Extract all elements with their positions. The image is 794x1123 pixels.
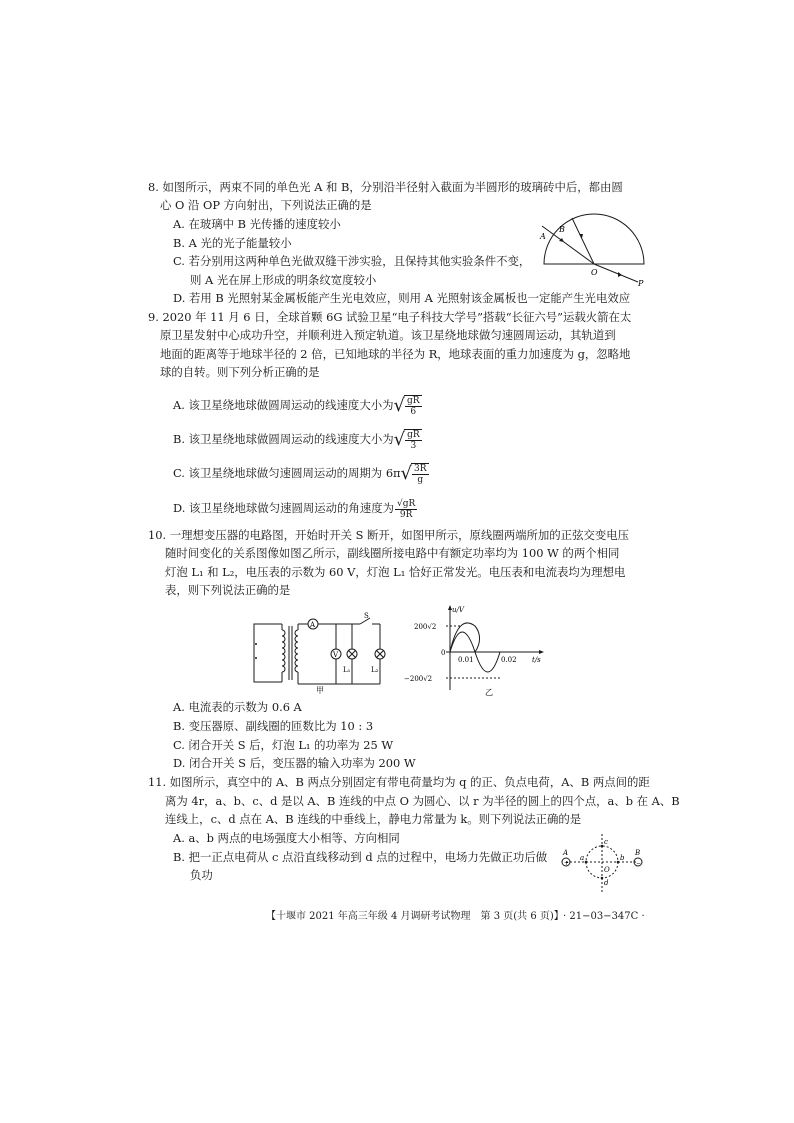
q8-label-a: A: [540, 232, 546, 241]
q10-circuit-figure: [248, 610, 390, 694]
q10-graph-ymin-label: −200√2: [404, 675, 433, 683]
q11-charges-figure: [556, 832, 650, 894]
q9-a-den: 6: [410, 407, 417, 417]
q8-label-o: O: [591, 268, 598, 277]
q9-stem-line4: 球的自转。则下列分析正确的是: [160, 365, 320, 379]
q9-stem-line1: 9. 2020 年 11 月 6 日，全球首颗 6G 试验卫星“电子科技大学号”搭载“长征六号”运载火箭在太: [148, 310, 632, 324]
q10-graph-ymax-label: 200√2: [414, 623, 437, 631]
q10-graph-tick-2: 0.02: [501, 656, 517, 664]
q10-graph-y-axis-label: u/V: [452, 606, 464, 614]
q10-option-c: C. 闭合开关 S 后，灯泡 L₁ 的功率为 25 W: [173, 738, 394, 752]
q9-b-num: gR: [407, 430, 420, 440]
q10-graph-tick-1: 0.01: [458, 656, 474, 664]
q9-option-c-text: C. 该卫星绕地球做匀速圆周运动的周期为 6π: [173, 466, 401, 480]
q9-b-den: 3: [410, 441, 417, 451]
q11-stem-line1: 11. 如图所示，真空中的 A、B 两点分别固定有带电荷量均为 q 的正、负点电荷，A、B 两点间的距: [148, 775, 650, 789]
q11-label-charge-b: B: [635, 849, 641, 857]
q10-lamp1-label: L₁: [343, 666, 351, 674]
q8-option-c-line1: C. 若分别用这两种单色光做双缝干涉实验，且保持其他实验条件不变，: [173, 254, 531, 268]
q11-label-a: a: [580, 854, 585, 862]
page-footer-right: · 21−03−347C ·: [563, 911, 645, 922]
q9-option-b: [173, 427, 422, 451]
q10-circuit-caption: 甲: [316, 686, 324, 694]
q9-stem-line2: 原卫星发射中心成功升空，并顺利进入预定轨道。该卫星绕地球做匀速圆周运动，其轨道到: [160, 328, 616, 342]
q11-label-o: O: [604, 866, 610, 874]
q9-option-c: [173, 461, 429, 485]
q8-stem-line1: 8. 如图所示，两束不同的单色光 A 和 B，分别沿半径射入截面为半圆形的玻璃砖中后，都由圆: [148, 180, 623, 194]
q10-switch-label: S: [364, 612, 369, 620]
q11-minus-sign: −: [636, 860, 642, 867]
q11-option-b-line2: 负功: [190, 868, 213, 882]
q11-label-d: d: [604, 879, 609, 887]
q11-option-b-line1: B. 把一正点电荷从 c 点沿直线移动到 d 点的过程中，电场力先做正功后做: [173, 850, 548, 864]
q11-stem-line3: 连线上，c、d 点在 A、B 连线的中垂线上，静电力常量为 k。则下列说法正确的是: [165, 812, 582, 826]
q10-voltmeter-label: V: [333, 651, 339, 659]
q10-option-d: D. 闭合开关 S 后，变压器的输入功率为 200 W: [173, 756, 416, 770]
q9-option-b-text: B. 该卫星绕地球做圆周运动的线速度大小为: [173, 432, 394, 446]
q10-ammeter-label: A: [310, 621, 316, 629]
q9-d-den: 9R: [399, 509, 413, 520]
q9-a-num: gR: [406, 396, 420, 406]
q10-option-a: A. 电流表的示数为 0.6 A: [173, 700, 302, 714]
q10-stem-line2: 随时间变化的关系图像如图乙所示，副线圈所接电路中有额定功率均为 100 W 的两个相同: [165, 546, 620, 560]
q11-label-c: c: [604, 838, 608, 846]
q8-option-d: D. 若用 B 光照射某金属板能产生光电效应，则用 A 光照射该金属板也一定能产生光电效应: [173, 291, 631, 305]
q10-stem-line4: 表，则下列说法正确的是: [165, 583, 291, 597]
q11-option-a: A. a、b 两点的电场强度大小相等、方向相同: [173, 831, 400, 845]
q10-graph-origin-label: 0: [441, 649, 446, 657]
q11-label-charge-a: A: [563, 849, 569, 857]
q9-option-d-formula: [395, 499, 417, 520]
q10-lamp2-label: L₂: [371, 666, 379, 674]
q10-voltage-graph: [400, 602, 548, 698]
page-footer-left: 【十堰市 2021 年高三年级 4 月调研考试物理 第 3 页(共 6 页)】: [266, 911, 564, 922]
q8-stem-line2: 心 O 沿 OP 方向射出，下列说法正确的是: [160, 198, 372, 212]
q9-option-a: [173, 393, 422, 417]
q9-stem-line3: 地面的距离等于地球半径的 2 倍，已知地球的半径为 R，地球表面的重力加速度为 g，忽略地: [160, 347, 631, 361]
q8-label-b: B: [559, 225, 565, 234]
q9-option-d-text: D. 该卫星绕地球做匀速圆周运动的角速度为: [173, 501, 395, 515]
q11-stem-line2: 离为 4r，a、b、c、d 是以 A、B 连线的中点 O 为圆心、以 r 为半径的圆上的四个点，a、b 在 A、B: [165, 794, 680, 808]
q8-label-p: P: [638, 279, 644, 288]
q10-graph-x-axis-label: t/s: [532, 656, 541, 664]
q9-option-a-formula: √ $\frac{gR}{6}$: [393, 395, 420, 417]
q9-option-a-text: A. 该卫星绕地球做圆周运动的线速度大小为: [173, 398, 394, 412]
q10-stem-line3: 灯泡 L₁ 和 L₂，电压表的示数为 60 V，灯泡 L₁ 恰好正常发光。电压表和电流表均为理想电: [165, 565, 626, 579]
q9-c-den: g: [417, 475, 424, 485]
q11-plus-sign: +: [564, 860, 570, 867]
q10-stem-line1: 10. 一理想变压器的电路图，开始时开关 S 断开，如图甲所示，原线圈两端所加的正弦交变电压: [148, 528, 630, 542]
q9-option-d: [173, 496, 417, 520]
q9-d-num: √gR: [397, 498, 416, 509]
q8-option-a: A. 在玻璃中 B 光传播的速度较小: [173, 217, 341, 231]
q11-label-b: b: [620, 854, 625, 862]
q9-option-b-formula: √ $\frac{gR}{3}$: [393, 429, 420, 451]
q9-c-num: 3R: [414, 464, 427, 474]
q8-semicircle-figure: [538, 212, 658, 288]
q9-option-c-formula: √ $\frac{3R}{g}$: [400, 463, 427, 485]
q10-option-b: B. 变压器原、副线圈的匝数比为 10 : 3: [173, 719, 374, 733]
q8-option-b: B. A 光的光子能量较小: [173, 236, 292, 250]
q10-graph-caption: 乙: [485, 688, 493, 697]
q8-option-c-line2: 则 A 光在屏上形成的明条纹宽度较小: [190, 273, 377, 287]
